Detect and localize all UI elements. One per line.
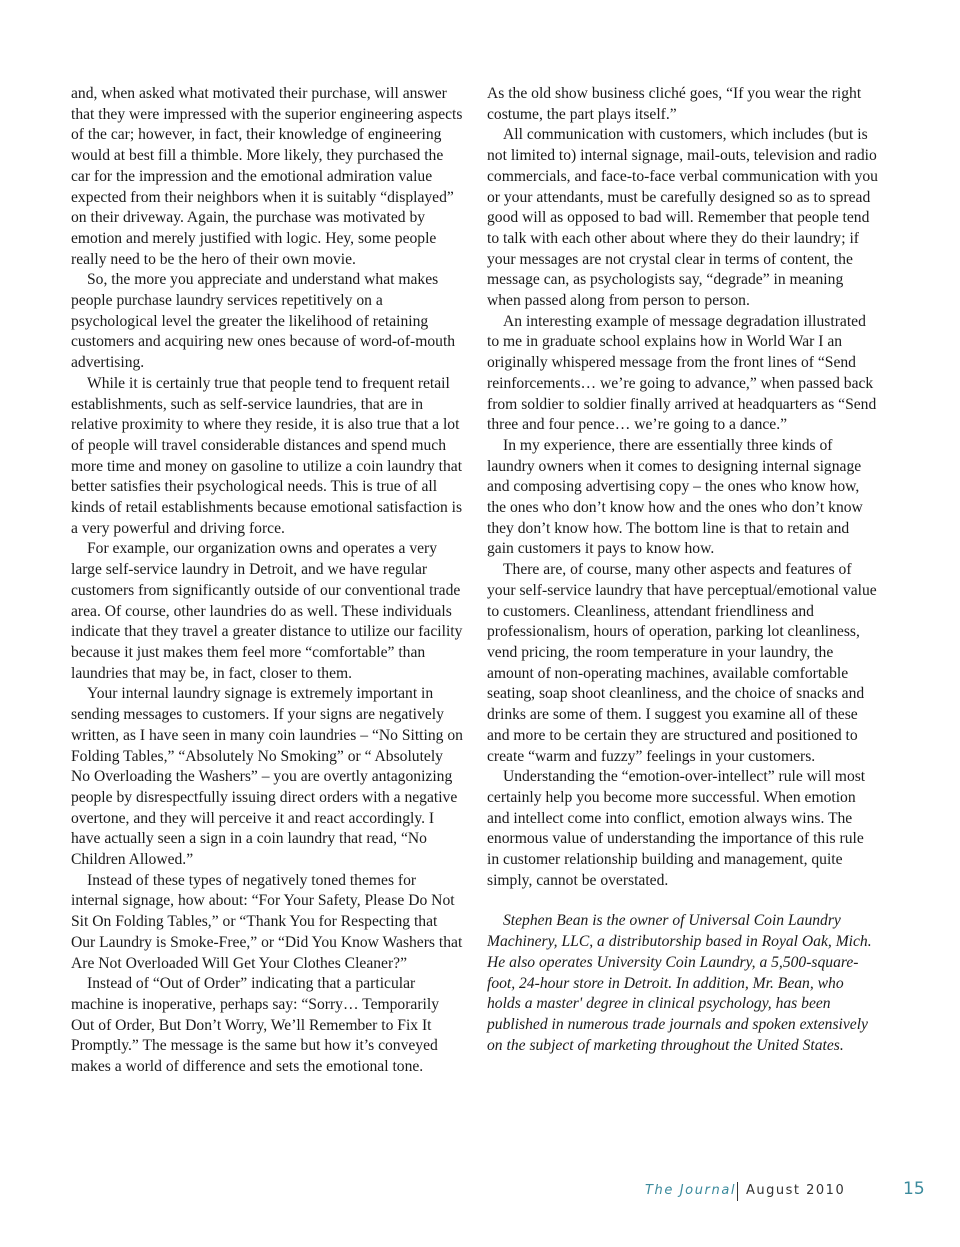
paragraph: In my experience, there are essentially three kinds of laundry owners when it comes to designing internal signage and composing advertising copy – the ones who know how, the ones who don’t know how and the ones who don’t know they don’t know how. The bottom line is that to retain and gain customers it pays to know how. — [487, 436, 863, 558]
page-number: 15 — [903, 1179, 925, 1199]
paragraph: and, when asked what motivated their purchase, will answer that they were impressed with the superior engineering aspects of the car; however, in fact, their knowledge of engineering would at best fill a thimble. More likely, they purchased the car for the impression and the emotional admiration value expected from their neighbors when it is suitably “displayed” on their driveway. Again, the purchase was motivated by emotion and merely justified with logic. Hey, some people really need to be the hero of their own movie. — [71, 85, 463, 268]
paragraph: All communication with customers, which includes (but is not limited to) internal signage, mail-outs, television and radio commercials, and face-to-face verbal communication with you or your attendants, must be carefully designed so as to spread good will as opposed to bad will. Remember that people tend to talk with each other about where they do their laundry; if your messages are not crystal clear in terms of content, the message can, as psychologists say, “degrade” in meaning when passed along from person to person. — [487, 126, 878, 310]
author-bio: Stephen Bean is the owner of Universal Coin Laundry Machinery, LLC, a distributorship based in Royal Oak, Mich. He also operates University Coin Laundry, a 5,500-square-foot, 24-hour store in Detroit. In addition, Mr. Bean, who holds a master' degree in clinical psychology, has been published in numerous trade journals and spoken extensively on the subject of marketing throughout the United States. — [487, 912, 872, 1054]
article-left-column — [71, 84, 463, 1078]
page-footer — [0, 1181, 960, 1205]
paragraph: There are, of course, many other aspects and features of your self-service laundry that have perceptual/emotional value to customers. Cleanliness, attendant friendliness and professionalism, hours of operation, parking lot cleanliness, vend pricing, the room temperature in your laundry, the amount of non-operating machines, available comfortable seating, soap shoot cleanliness, and the choice of snacks and drinks are some of them. I suggest you examine all of these and more to be certain they are structured and positioned to create “warm and fuzzy” feelings in your customers. — [487, 561, 877, 765]
issue-date: August 2010 — [746, 1183, 846, 1198]
paragraph: An interesting example of message degradation illustrated to me in graduate school explains how in World War I an originally whispered message from the front lines of “Send reinforcements… we’re going to advance,” when passed back from soldier to soldier finally arrived at headquarters as “Send three and four pence… we’re going to a dance.” — [487, 312, 877, 434]
paragraph: Your internal laundry signage is extremely important in sending messages to customers. If your signs are negatively written, as I have seen in many coin laundries – “No Sitting on Folding Tables,” “Absolutely No Smoking” or “ Absolutely No Overloading the Washers” – you are overtly antagonizing people by disrespectfully issuing direct orders with a negative overtone, and they will perceive it and react accordingly. I have actually seen a sign in a coin laundry that read, “No Children Allowed.” — [71, 685, 463, 869]
paragraph: Instead of “Out of Order” indicating that a particular machine is inoperative, perhaps say: “Sorry… Temporarily Out of Order, But Don’t Worry, We’ll Remember to Fix It Promptly.” The message is the same but how it’s conveyed makes a world of difference and sets the emotional tone. — [71, 975, 439, 1076]
footer-divider — [737, 1182, 738, 1201]
paragraph: While it is certainly true that people tend to frequent retail establishments, such as self-service laundries, that are in relative proximity to where they reside, it is also true that a lot of people will travel considerable distances and spend much more time and money on gasoline to utilize a coin laundry that better satisfies their psychological needs. This is true of all kinds of retail establishments because emotional satisfaction is a very powerful and driving force. — [71, 374, 463, 537]
article-right-column — [487, 84, 879, 1056]
paragraph: So, the more you appreciate and understand what makes people purchase laundry services repetitively on a psychological level the greater the likelihood of retaining customers and acquiring new ones because of word-of-mouth advertising. — [71, 271, 456, 372]
paragraph: Understanding the “emotion-over-intellect” rule will most certainly help you become more successful. When emotion and intellect come into conflict, emotion always wins. The enormous value of understanding the importance of this rule in customer relationship building and management, quite simply, cannot be overstated. — [487, 768, 866, 889]
journal-name: The Journal — [645, 1183, 737, 1198]
paragraph: For example, our organization owns and operates a very large self-service laundry in Detroit, and we have regular customers from significantly outside of our conventional trade area. Of course, other laundries do as well. These individuals indicate that they travel a greater distance to utilize our facility because it just makes them feel more “comfortable” than laundries that may be, in fact, closer to them. — [71, 540, 463, 682]
paragraph: Instead of these types of negatively toned themes for internal signage, how about: “For Your Safety, Please Do Not Sit On Folding Tables,” or “Thank You for Respecting that Our Laundry is Smoke-Free,” or “Did You Know Washers that Are Not Overloaded Will Get Your Clothes Cleaner?” — [71, 871, 463, 972]
paragraph: As the old show business cliché goes, “If you wear the right costume, the part plays itself.” — [487, 85, 862, 123]
